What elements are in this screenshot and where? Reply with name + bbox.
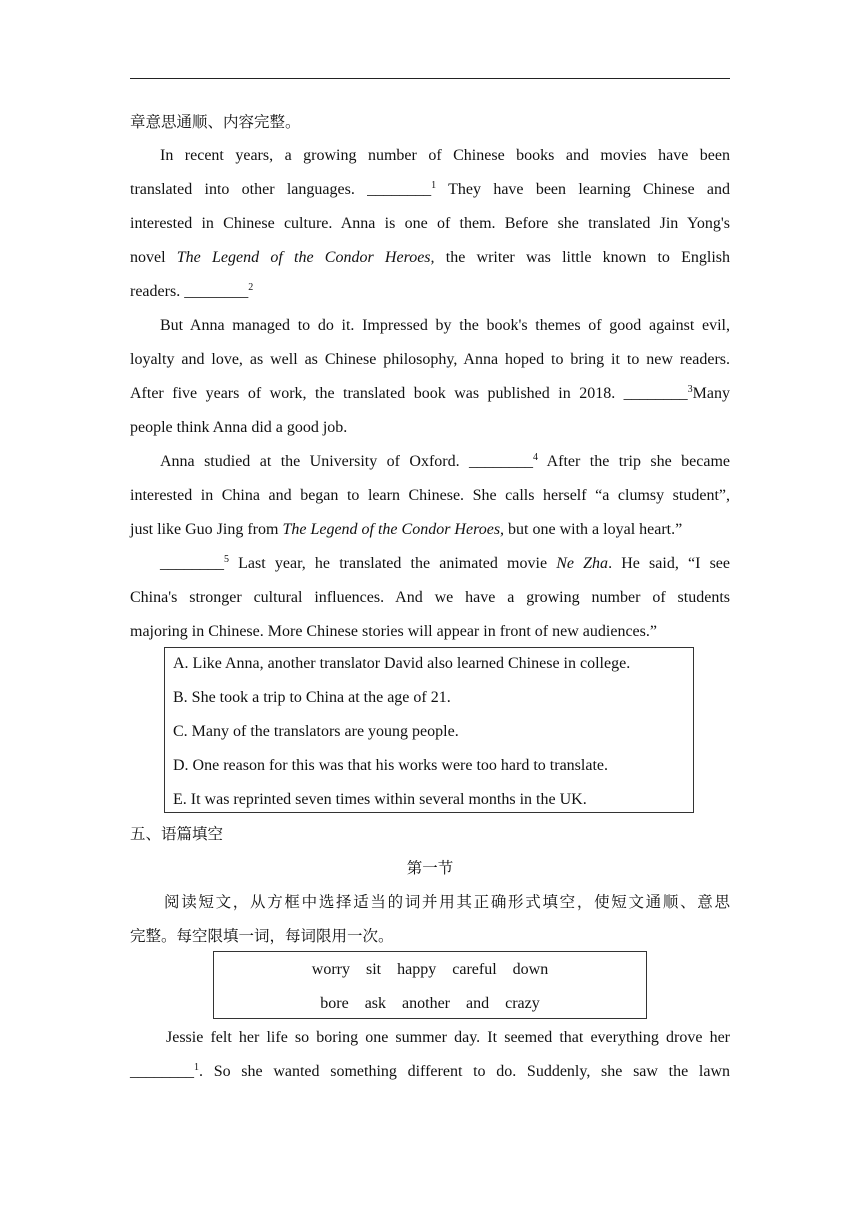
word-careful: careful bbox=[452, 961, 497, 978]
word-bank-row-2 bbox=[214, 994, 646, 1014]
p3-line3: just like Guo Jing from The Legend of the Condor Heroes, but one with a loyal heart.” bbox=[130, 521, 683, 538]
book-title: The Legend of the Condor Heroes, bbox=[176, 249, 435, 266]
option-a: A. Like Anna, another translator David also learned Chinese in college. bbox=[173, 655, 631, 672]
p1-line2: translated into other languages. ________$^1$ They have been learning Chinese and bbox=[130, 180, 731, 198]
story-line2: ________$^1$. So she wanted something different to do. Suddenly, she saw the lawn bbox=[130, 1062, 730, 1080]
option-c: C. Many of the translators are young people. bbox=[173, 723, 459, 740]
blank-number-4: 4 bbox=[533, 452, 539, 463]
p2-line1: But Anna managed to do it. Impressed by the book's themes of good against evil, bbox=[160, 317, 730, 334]
word-bore: bore bbox=[320, 995, 349, 1012]
p4-line2: China's stronger cultural influences. And we have a growing number of students bbox=[130, 589, 730, 606]
p1-line5: readers. ________$^2$ bbox=[130, 282, 254, 300]
instructions-line1: 阅读短文，从方框中选择适当的词并用其正确形式填空，使短文通顺、意思 bbox=[164, 893, 730, 911]
p4-line3: majoring in Chinese. More Chinese stories will appear in front of new audiences.” bbox=[130, 623, 657, 640]
intro-tail: 章意思通顺、内容完整。 bbox=[130, 113, 301, 131]
word-crazy: crazy bbox=[505, 995, 540, 1012]
p3-line2: interested in China and began to learn Chinese. She calls herself “a clumsy student”, bbox=[130, 487, 730, 504]
word-happy: happy bbox=[397, 961, 437, 978]
option-b: B. She took a trip to China at the age of 21. bbox=[173, 689, 451, 706]
section-subheading: 第一节 bbox=[406, 859, 454, 877]
p3-line1: Anna studied at the University of Oxford. ________$^4$ After the trip she became bbox=[160, 452, 730, 470]
blank-number-3: 3 bbox=[687, 384, 693, 395]
story-line1: Jessie felt her life so boring one summer day. It seemed that everything drove her bbox=[166, 1029, 730, 1046]
blank-number-2: 2 bbox=[248, 282, 254, 293]
word-worry: worry bbox=[311, 961, 350, 978]
word-bank-box bbox=[213, 951, 647, 1019]
option-e: E. It was reprinted seven times within several months in the UK. bbox=[173, 791, 587, 808]
instructions-line2: 完整。每空限填一词，每词限用一次。 bbox=[130, 927, 394, 945]
option-d: D. One reason for this was that his works were too hard to translate. bbox=[173, 757, 608, 774]
word-down: down bbox=[512, 961, 549, 978]
blank-number-5: 5 bbox=[224, 554, 229, 565]
p2-line3: After five years of work, the translated book was published in 2018. ________$^3$Many bbox=[130, 384, 730, 402]
p1-line4: novel The Legend of the Condor Heroes, the writer was little known to English bbox=[130, 249, 731, 266]
word-another: another bbox=[402, 995, 450, 1012]
blank-number-1: 1 bbox=[431, 180, 437, 191]
p2-line2: loyalty and love, as well as Chinese philosophy, Anna hoped to bring it to new readers. bbox=[130, 351, 730, 368]
header-rule bbox=[130, 78, 730, 79]
word-ask: ask bbox=[364, 995, 387, 1012]
p2-line4: people think Anna did a good job. bbox=[130, 419, 348, 436]
word-sit: sit bbox=[366, 961, 382, 978]
p4-line1: ________$^5$ Last year, he translated the animated movie Ne Zha. He said, “I see bbox=[160, 554, 731, 572]
section-heading: 五、语篇填空 bbox=[130, 825, 224, 843]
word-and: and bbox=[466, 995, 490, 1012]
p1-line1: In recent years, a growing number of Chinese books and movies have been bbox=[160, 147, 730, 164]
word-bank-row-1 bbox=[214, 960, 646, 980]
book-title: The Legend of the Condor Heroes, bbox=[282, 521, 505, 538]
movie-title: Ne Zha bbox=[556, 555, 609, 572]
blank-number-1: 1 bbox=[194, 1062, 199, 1073]
options-box bbox=[164, 647, 694, 813]
p1-line3: interested in Chinese culture. Anna is one of them. Before she translated Jin Yong's bbox=[130, 215, 730, 232]
